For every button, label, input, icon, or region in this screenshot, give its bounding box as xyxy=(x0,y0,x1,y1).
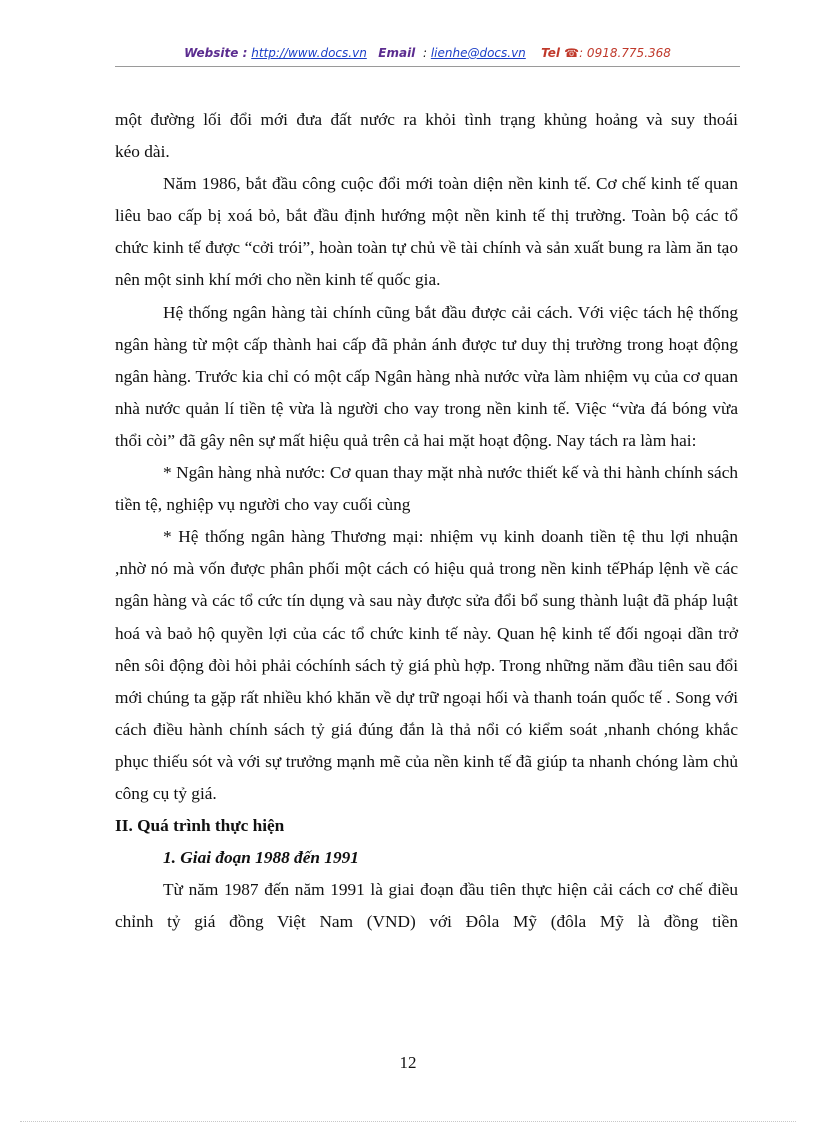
paragraph: Từ năm 1987 đến năm 1991 là giai đoạn đầu tiên thực hiện cải cách cơ chế điều chỉnh tỷ giá đồng Việt Nam (VND) với Đôla Mỹ (đôla Mỹ là đồng tiền xyxy=(115,880,738,932)
paragraph: Năm 1986, bắt đầu công cuộc đổi mới toàn diện nền kinh tế. Cơ chế kinh tế quan liêu bao cấp bị xoá bỏ, bắt đầu định hướng một nền kinh tế thị trường. Toàn bộ các tổ chức kinh tế được “cởi trói”, hoàn toàn tự chủ về tài chính và sản xuất bung ra làm ăn tạo nên một sinh khí mới cho nền kinh tế quốc gia. xyxy=(115,174,738,290)
bullet-paragraph: * Hệ thống ngân hàng Thương mại: nhiệm vụ kinh doanh tiền tệ thu lợi nhuận ,nhờ nó mà vốn được phân phối một cách có hiệu quả trong nền kinh tếPháp lệnh về các ngân hàng và các tổ cức tín dụng và sau này được sửa đổi bổ sung thành luật đã pháp luật hoá và baỏ hộ quyền lợi của các tổ chức kinh tế này. Quan hệ kinh tế đối ngoại dần trở nên sôi động đòi hỏi phải cóchính sách tỷ giá phù hợp. Trong những năm đầu tiên sau đổi mới chúng ta gặp rất nhiều khó khăn về dự trữ ngoại hối và thanh toán quốc tế . Song với cách điều hành chính sách tỷ giá đúng đắn là thả nổi có kiểm soát ,nhanh chóng khắc phục thiếu sót và với sự trưởng mạnh mẽ của nền kinh tế đã giúp ta nhanh chóng làm chủ công cụ tỷ giá. xyxy=(115,527,738,803)
header-divider xyxy=(115,66,740,67)
website-label: Website : xyxy=(184,46,248,60)
bullet-paragraph: * Ngân hàng nhà nước: Cơ quan thay mặt nhà nước thiết kế và thi hành chính sách tiền tệ, nghiệp vụ người cho vay cuối cùng xyxy=(115,463,738,515)
tel-number: : 0918.775.368 xyxy=(579,46,671,60)
email-label: Email xyxy=(378,46,416,60)
document-body xyxy=(115,104,738,938)
tel-label: Tel ☎ xyxy=(541,46,580,60)
paragraph: Hệ thống ngân hàng tài chính cũng bắt đầu được cải cách. Với việc tách hệ thống ngân hàng từ một cấp thành hai cấp đã phản ánh được tư duy thị trường trong hoạt động ngân hàng. Trước kia chỉ có một cấp Ngân hàng nhà nước vừa làm nhiệm vụ của cơ quan nhà nước quản lí tiền tệ vừa là người cho vay trong nền kinh tế. Việc “vừa đá bóng vừa thổi còi” đã gây nên sự mất hiệu quả trên cả hai mặt hoạt động. Nay tách ra làm hai: xyxy=(115,302,738,450)
page-number: 12 xyxy=(399,1053,417,1072)
email-separator: : xyxy=(422,46,427,60)
section-heading: II. Quá trình thực hiện xyxy=(115,816,285,836)
website-link[interactable]: http://www.docs.vn xyxy=(251,46,367,60)
page-header xyxy=(115,46,740,60)
paragraph-continued-end: kéo dài. xyxy=(115,142,170,162)
page-bottom-divider xyxy=(20,1121,796,1122)
email-link[interactable]: lienhe@docs.vn xyxy=(430,46,526,60)
subsection-heading: 1. Giai đoạn 1988 đến 1991 xyxy=(163,848,359,868)
paragraph-continued: một đường lối đổi mới đưa đất nước ra khỏi tình trạng khủng hoảng và suy thoái xyxy=(115,110,738,129)
